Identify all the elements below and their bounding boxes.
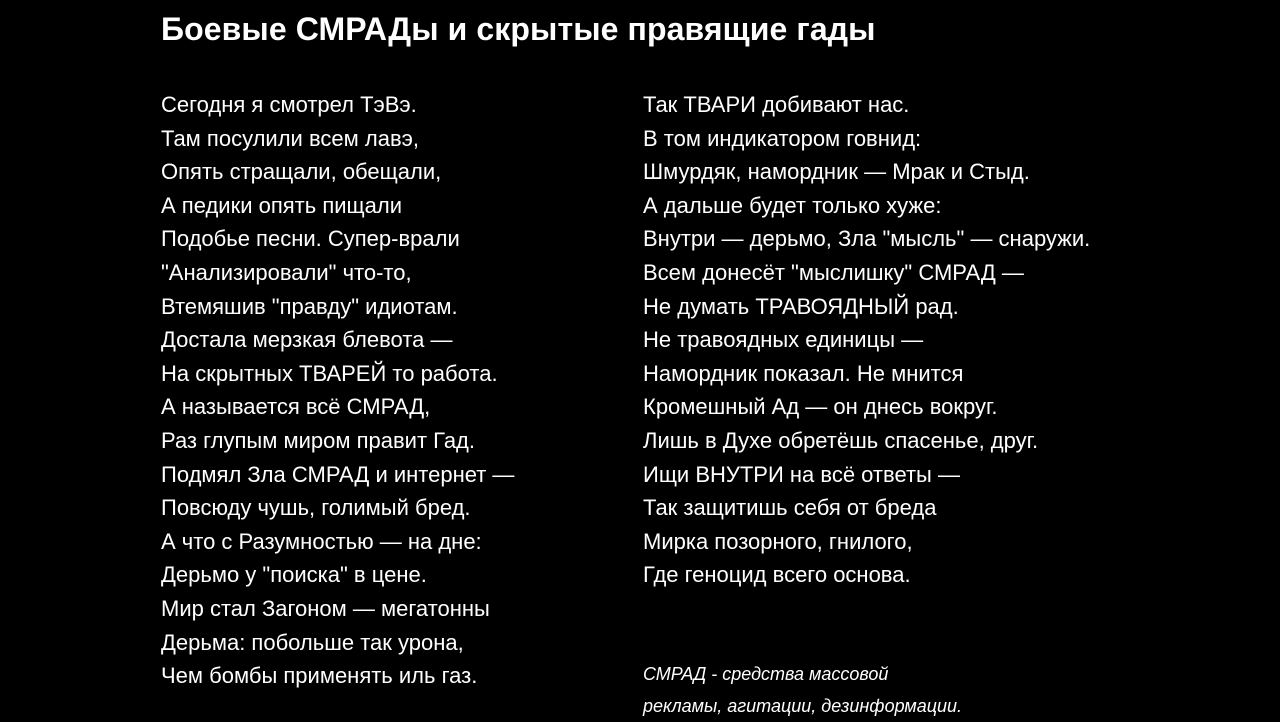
poem-line: На скрытных ТВАРЕЙ то работа. bbox=[161, 360, 498, 386]
footnote-line: рекламы, агитации, дезинформации. bbox=[643, 696, 963, 716]
footnote-line: СМРАД - средства массовой bbox=[643, 664, 889, 684]
poem-line: А педики опять пищали bbox=[161, 192, 402, 218]
poem-line: "Анализировали" что-то, bbox=[161, 259, 412, 285]
poem-line: А что с Разумностью — на дне: bbox=[161, 528, 482, 554]
poem-line: А называется всё СМРАД, bbox=[161, 394, 431, 420]
footnote bbox=[643, 658, 962, 722]
poem-line: Кромешный Ад — он днесь вокруг. bbox=[643, 394, 998, 420]
poem-line: Не думать ТРАВОЯДНЫЙ рад. bbox=[643, 293, 959, 319]
poem-line: Достала мерзкая блевота — bbox=[161, 327, 453, 353]
poem-line: Ищи ВНУТРИ на всё ответы — bbox=[643, 461, 960, 487]
poem-line: Так защитишь себя от бреда bbox=[643, 495, 937, 521]
poem-line: Чем бомбы применять иль газ. bbox=[161, 663, 478, 689]
poem-right-column bbox=[643, 88, 1090, 592]
poem-line: Мир стал Загоном — мегатонны bbox=[161, 595, 490, 621]
poem-left-column bbox=[161, 88, 514, 693]
poem-line: Не травоядных единицы — bbox=[643, 327, 924, 353]
poem-line: Дерьмо у "поиска" в цене. bbox=[161, 562, 427, 588]
poem-line: Шмурдяк, намордник — Мрак и Стыд. bbox=[643, 159, 1030, 185]
poem-line: Внутри — дерьмо, Зла "мысль" — снаружи. bbox=[643, 226, 1091, 252]
poem-line: Втемяшив "правду" идиотам. bbox=[161, 293, 458, 319]
poem-line: Подобье песни. Супер-врали bbox=[161, 226, 460, 252]
poem-line: Дерьма: побольше так урона, bbox=[161, 629, 464, 655]
poem-line: Сегодня я смотрел ТэВэ. bbox=[161, 92, 417, 117]
poem-line: В том индикатором говнид: bbox=[643, 125, 922, 151]
poem-line: Опять стращали, обещали, bbox=[161, 159, 442, 185]
poem-line: Там посулили всем лавэ, bbox=[161, 125, 419, 151]
page-title: Боевые СМРАДы и скрытые правящие гады bbox=[161, 11, 876, 47]
poem-line: Повсюду чушь, голимый бред. bbox=[161, 495, 471, 521]
poem-line: Мирка позорного, гнилого, bbox=[643, 528, 913, 554]
poem-line: Где геноцид всего основа. bbox=[643, 562, 911, 588]
poem-line: Раз глупым миром правит Гад. bbox=[161, 427, 476, 453]
poem-line: Всем донесёт "мыслишку" СМРАД — bbox=[643, 259, 1024, 285]
poem-line: А дальше будет только хуже: bbox=[643, 192, 942, 218]
poem-line: Так ТВАРИ добивают нас. bbox=[643, 92, 910, 117]
poem-line: Подмял Зла СМРАД и интернет — bbox=[161, 461, 515, 487]
poem-line: Лишь в Духе обретёшь спасенье, друг. bbox=[643, 427, 1039, 453]
poem-line: Намордник показал. Не мнится bbox=[643, 360, 964, 386]
